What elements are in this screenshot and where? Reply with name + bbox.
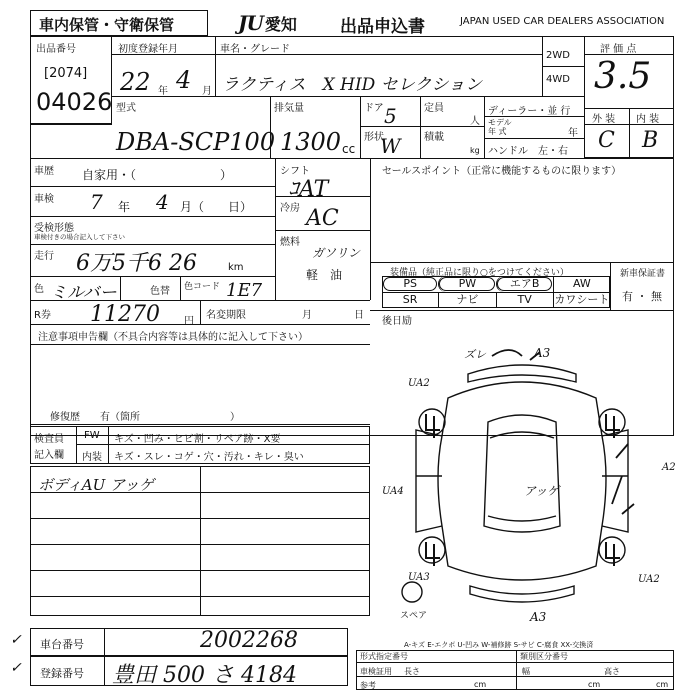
displacement-value: 1300	[280, 128, 342, 156]
equipment-item-items_row1-2: エアB	[496, 276, 553, 292]
interior-items: キズ・スレ・コゲ・穴・汚れ・キレ・臭い	[114, 452, 304, 463]
first-reg-year-unit: 年	[158, 86, 168, 97]
warranty-book-label: 新車保証書	[620, 269, 666, 279]
equipment-item-items_row1-3: AW	[553, 276, 610, 292]
mark-a3-front: A3	[534, 346, 551, 360]
equipment-item-items_row2-0: SR	[402, 293, 418, 306]
fuel-alt: 軽 油	[306, 268, 343, 282]
spare-label: スペア	[400, 611, 428, 621]
lot-number-label: 出品番号	[36, 44, 76, 55]
shape-label: 形状	[364, 132, 384, 143]
equipment-item-items_row1-1: PW	[438, 276, 495, 292]
capacity-unit: 人	[470, 116, 480, 127]
damage-diagram	[370, 326, 674, 630]
shift-value: ｺAT	[288, 177, 329, 202]
remark-text: ボディAU アッゲ	[38, 476, 154, 494]
recycle-label: R券	[34, 310, 51, 321]
mark-ua4-left: UA4	[382, 486, 404, 497]
check-mark-1: ✓	[10, 632, 22, 648]
doors-label: ドア	[364, 103, 384, 114]
recycle-value: 11270	[90, 302, 160, 327]
name-change-day: 日	[354, 310, 364, 321]
cert-label: 車検証用	[360, 667, 392, 676]
color-change-label: 色替	[150, 286, 170, 297]
load-label: 積載	[424, 132, 444, 143]
car-name-value: ラクティス X HID セレクション	[222, 75, 483, 95]
height-label: 高さ	[604, 667, 620, 676]
drive-2wd: 2WD	[546, 50, 570, 61]
equipment-item-items_row2-1: ナビ	[438, 292, 495, 308]
length-label: 長さ	[404, 667, 420, 676]
mark-age-center: アッゲ	[524, 484, 560, 498]
plate-value: 豊田 500 さ 4184	[112, 663, 297, 688]
exterior-grade: C	[598, 128, 615, 153]
first-reg-month: 4	[176, 66, 192, 94]
name-change-label: 名変期限	[206, 310, 246, 321]
inspection-month: 4	[156, 190, 169, 214]
mark-a3-rear: A3	[530, 610, 547, 624]
plate-label: 登録番号	[40, 667, 84, 680]
ac-value: AC	[306, 206, 339, 231]
interior-items-label: 内装	[82, 452, 102, 463]
model-year-unit: 年	[568, 128, 578, 139]
first-reg-label: 初度登録年月	[118, 44, 178, 55]
grade-score: 3.5	[594, 56, 652, 97]
shape-value: W	[380, 134, 401, 158]
interior-grade: B	[642, 128, 659, 153]
damage-legend: A-キズ E-エクボ U-凹み W-補修跡 S-サビ C-腐食 XX-交換済	[404, 641, 594, 649]
warranty-label: 受検形態	[34, 223, 74, 234]
equipment-label: 装備品（純正品に限り○をつけてください）	[390, 268, 569, 278]
shift-label: シフト	[280, 166, 310, 177]
warranty-book-options: 有 ・ 無	[622, 290, 662, 303]
recycle-yen: 円	[184, 316, 194, 327]
inspector-label: 検査員	[34, 434, 64, 445]
cc-unit: cc	[342, 142, 356, 156]
mark-zure: ズレ	[464, 348, 486, 361]
ju-logo-region: 愛知	[264, 14, 297, 34]
inspection-year-unit: 年	[118, 200, 131, 214]
load-unit: kg	[470, 146, 480, 155]
model-number-label: 形式指定番号	[360, 652, 408, 661]
fuel-label: 燃料	[280, 237, 300, 248]
ju-logo-mark: JU	[238, 11, 263, 35]
repair-history-label: 修復歴 有（箇所 ）	[50, 412, 240, 423]
chassis-label: 車台番号	[40, 638, 84, 651]
displacement-label: 排気量	[274, 103, 304, 114]
chassis-value: 2002268	[200, 628, 298, 653]
equipment-item-items_row2-2: TV	[496, 292, 553, 308]
first-reg-year: 22	[120, 68, 151, 96]
form-title: 出品申込書	[340, 17, 425, 37]
interior-label: 内 装	[636, 114, 660, 125]
first-reg-month-unit: 月	[202, 86, 212, 97]
capacity-label: 定員	[424, 103, 444, 114]
diagram-label: 後日励	[382, 316, 412, 327]
equipment-item-items_row1-0: PS	[382, 276, 438, 292]
entry-label: 記入欄	[34, 450, 64, 461]
inspection-year: 7	[90, 190, 103, 214]
color-code-value: 1E7	[226, 280, 263, 301]
ju-logo	[238, 11, 297, 35]
color-value: ミルバー	[50, 283, 117, 303]
ac-label: 冷房	[280, 203, 300, 214]
sales-points-label: セールスポイント（正常に機能するものに限ります）	[382, 166, 622, 177]
equipment-item-items_row2-3: カワシート	[554, 293, 610, 306]
width-label: 幅	[522, 667, 530, 676]
grade-label: 評 価 点	[600, 44, 637, 55]
history-value: 自家用・（ ）	[82, 168, 233, 182]
association-name: JAPAN USED CAR DEALERS ASSOCIATION	[460, 16, 665, 27]
width-unit: cm	[588, 680, 601, 689]
notes-label: 注意事項申告欄（不具合内容等は具体的に記入して下さい）	[38, 332, 308, 343]
dealer-label: ディーラー・並 行	[488, 106, 571, 117]
check-mark-2: ✓	[10, 660, 22, 676]
car-outline-svg	[370, 326, 674, 630]
fw-label: FW	[84, 430, 100, 441]
storage-title-box	[30, 10, 208, 36]
type-label: 型式	[116, 103, 136, 114]
model-year-label: モデル 年 式	[488, 118, 512, 136]
warranty-note: 車検付きの場合記入して下さい	[34, 233, 125, 241]
category-number-label: 類別区分番号	[520, 652, 568, 661]
exterior-label: 外 装	[592, 114, 616, 125]
height-unit: cm	[656, 680, 669, 689]
mileage-label: 走行	[34, 251, 54, 262]
length-unit: cm	[474, 680, 487, 689]
fw-items: キズ・凹み・ヒビ割・リペア跡・X要	[114, 434, 281, 445]
type-value: DBA-SCP100	[116, 128, 276, 156]
mark-a2-right: A2	[662, 462, 676, 473]
handle-label: ハンドル 左・右	[488, 146, 568, 157]
mark-ua2-rear: UA2	[638, 574, 660, 585]
mark-ua3-rear: UA3	[408, 572, 430, 583]
color-code-label: 色コード	[184, 282, 221, 292]
storage-title: 車内保管・守衛保管	[39, 16, 175, 34]
doors-value: 5	[384, 104, 397, 128]
history-label: 車歴	[34, 166, 54, 177]
name-change-month: 月	[302, 310, 312, 321]
inspection-label: 車検	[34, 194, 54, 205]
inspection-suffix: 月（ 日）	[180, 200, 253, 214]
mileage-value: 6万5千6 26	[76, 251, 197, 276]
drive-4wd: 4WD	[546, 74, 570, 85]
fuel-value: ガソリン	[312, 246, 361, 260]
car-name-label: 車名・グレード	[220, 44, 290, 55]
lot-bracket-number: [2074]	[44, 66, 88, 81]
mileage-unit: km	[228, 262, 244, 273]
color-label: 色	[34, 284, 44, 295]
mark-ua2-front: UA2	[408, 378, 430, 389]
lot-number: 04026	[36, 88, 113, 116]
ref-label: 参考	[360, 681, 376, 690]
